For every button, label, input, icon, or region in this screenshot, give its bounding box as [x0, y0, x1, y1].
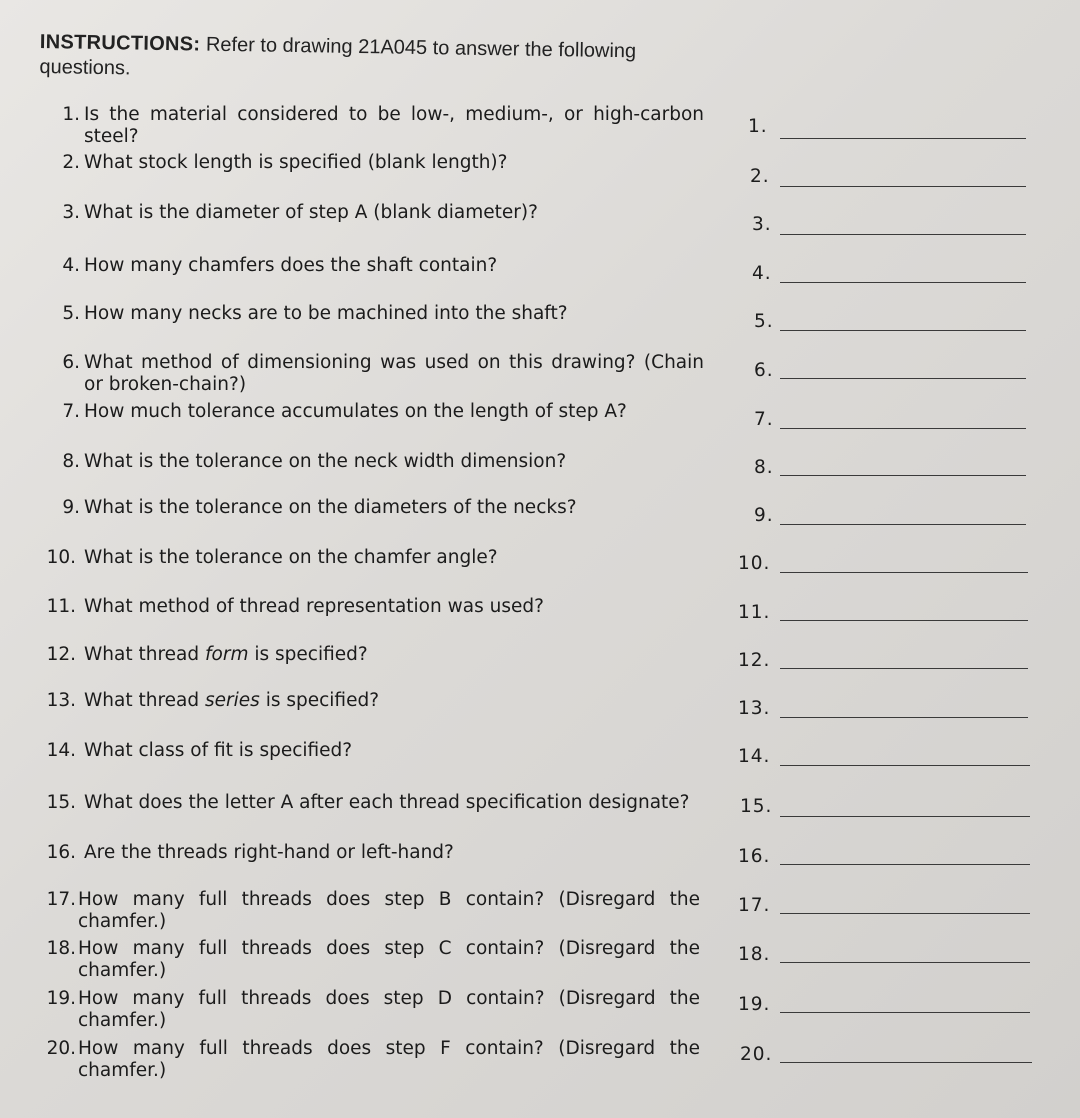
- question-item: [0, 740, 1080, 788]
- question-number: 18.: [46, 938, 76, 959]
- question-item: [0, 202, 1080, 250]
- question-item: [0, 451, 1080, 499]
- question-item: [0, 303, 1080, 351]
- answer-blank[interactable]: [780, 717, 1028, 718]
- answer-label: 10.: [738, 553, 771, 574]
- answer-label: 20.: [740, 1044, 773, 1065]
- question-text: How many full threads does step C contain? (Disregard the chamfer.): [78, 938, 700, 981]
- question-text: What is the tolerance on the chamfer angle?: [84, 547, 498, 568]
- question-item: [0, 1038, 1080, 1086]
- question-number: 6.: [62, 352, 80, 373]
- question-text: How many full threads does step D contain? (Disregard the chamfer.): [78, 988, 700, 1031]
- question-text: What method of thread representation was used?: [84, 596, 544, 617]
- question-number: 9.: [62, 497, 80, 518]
- answer-label: 2.: [750, 166, 770, 187]
- answer-blank[interactable]: [780, 1012, 1030, 1013]
- question-text: How many chamfers does the shaft contain?: [84, 255, 498, 276]
- question-text: What stock length is specified (blank length)?: [84, 152, 508, 173]
- answer-blank[interactable]: [780, 816, 1030, 817]
- question-text: What is the tolerance on the diameters of the necks?: [84, 497, 577, 518]
- question-text: How many full threads does step B contain? (Disregard the chamfer.): [78, 889, 700, 932]
- answer-label: 15.: [740, 796, 773, 817]
- question-number: 16.: [46, 842, 76, 863]
- question-text: How much tolerance accumulates on the length of step A?: [84, 401, 627, 422]
- answer-label: 4.: [752, 263, 772, 284]
- question-item: [0, 352, 1080, 400]
- answer-label: 11.: [738, 602, 771, 623]
- question-text: What is the tolerance on the neck width dimension?: [84, 451, 567, 472]
- question-number: 17.: [46, 889, 76, 910]
- answer-blank[interactable]: [780, 913, 1030, 914]
- question-item: [0, 644, 1080, 692]
- answer-blank[interactable]: [780, 620, 1028, 621]
- question-text: What method of dimensioning was used on this drawing? (Chain or broken-chain?): [84, 352, 704, 395]
- question-text: Are the threads right-hand or left-hand?: [84, 842, 454, 863]
- question-text: How many necks are to be machined into the shaft?: [84, 303, 568, 324]
- question-item: [0, 938, 1080, 986]
- question-item: [0, 255, 1080, 303]
- answer-blank[interactable]: [780, 186, 1026, 187]
- instructions-label: INSTRUCTIONS:: [39, 30, 201, 56]
- answer-label: 14.: [738, 746, 771, 767]
- question-number: 8.: [62, 451, 80, 472]
- answer-label: 1.: [748, 116, 768, 137]
- answer-blank[interactable]: [780, 330, 1026, 331]
- answer-blank[interactable]: [780, 475, 1026, 476]
- question-text-part: What thread: [84, 690, 206, 711]
- question-number: 5.: [62, 303, 80, 324]
- answer-label: 5.: [754, 311, 774, 332]
- answer-label: 3.: [752, 214, 772, 235]
- answer-blank[interactable]: [780, 1062, 1032, 1063]
- answer-blank[interactable]: [780, 668, 1028, 669]
- question-item: [0, 497, 1080, 545]
- question-item: [0, 792, 1080, 840]
- question-item: [0, 596, 1080, 644]
- question-text: Is the material considered to be low-, medium-, or high-carbon steel?: [84, 104, 704, 147]
- answer-blank[interactable]: [780, 524, 1026, 525]
- question-item: [0, 690, 1080, 738]
- question-number: 3.: [62, 202, 80, 223]
- question-number: 2.: [62, 152, 80, 173]
- question-number: 10.: [46, 547, 76, 568]
- answer-label: 17.: [738, 895, 771, 916]
- question-text-emphasis: series: [205, 690, 260, 711]
- question-item: [0, 152, 1080, 200]
- answer-label: 18.: [738, 944, 771, 965]
- answer-label: 16.: [738, 846, 771, 867]
- question-text: [84, 690, 704, 712]
- instructions-text: Refer to drawing 21A045 to answer the following questions.: [39, 33, 637, 80]
- question-text: [84, 644, 704, 666]
- question-number: 4.: [62, 255, 80, 276]
- answer-blank[interactable]: [780, 378, 1026, 379]
- question-number: 14.: [46, 740, 76, 761]
- answer-label: 19.: [738, 994, 771, 1015]
- answer-label: 7.: [754, 409, 774, 430]
- question-item: [0, 547, 1080, 595]
- question-number: 7.: [62, 401, 80, 422]
- answer-blank[interactable]: [780, 282, 1026, 283]
- question-text-emphasis: form: [205, 644, 249, 665]
- question-item: [0, 401, 1080, 449]
- question-number: 20.: [46, 1038, 76, 1059]
- question-number: 11.: [46, 596, 76, 617]
- question-number: 19.: [46, 988, 76, 1009]
- answer-label: 8.: [754, 457, 774, 478]
- question-text: What class of fit is specified?: [84, 740, 353, 761]
- answer-blank[interactable]: [780, 962, 1030, 963]
- answer-label: 13.: [738, 698, 771, 719]
- question-item: [0, 988, 1080, 1036]
- answer-label: 9.: [754, 505, 774, 526]
- answer-blank[interactable]: [780, 428, 1026, 429]
- question-text-part: What thread: [84, 644, 206, 665]
- question-number: 13.: [46, 690, 76, 711]
- question-text: What is the diameter of step A (blank diameter)?: [84, 202, 538, 223]
- question-number: 15.: [46, 792, 76, 813]
- question-text: How many full threads does step F contain? (Disregard the chamfer.): [78, 1038, 700, 1081]
- answer-label: 6.: [754, 360, 774, 381]
- question-text: What does the letter A after each thread specification designate?: [84, 792, 690, 813]
- answer-label: 12.: [738, 650, 771, 671]
- answer-blank[interactable]: [780, 234, 1026, 235]
- instructions-block: [39, 30, 700, 90]
- answer-blank[interactable]: [780, 864, 1030, 865]
- answer-blank[interactable]: [780, 572, 1028, 573]
- answer-blank[interactable]: [780, 138, 1026, 139]
- question-text-part: is specified?: [259, 690, 380, 711]
- question-item: [0, 889, 1080, 937]
- question-number: 12.: [46, 644, 76, 665]
- question-text-part: is specified?: [248, 644, 368, 665]
- answer-blank[interactable]: [780, 765, 1030, 766]
- question-number: 1.: [62, 104, 80, 125]
- question-item: [0, 104, 1080, 152]
- question-item: [0, 842, 1080, 890]
